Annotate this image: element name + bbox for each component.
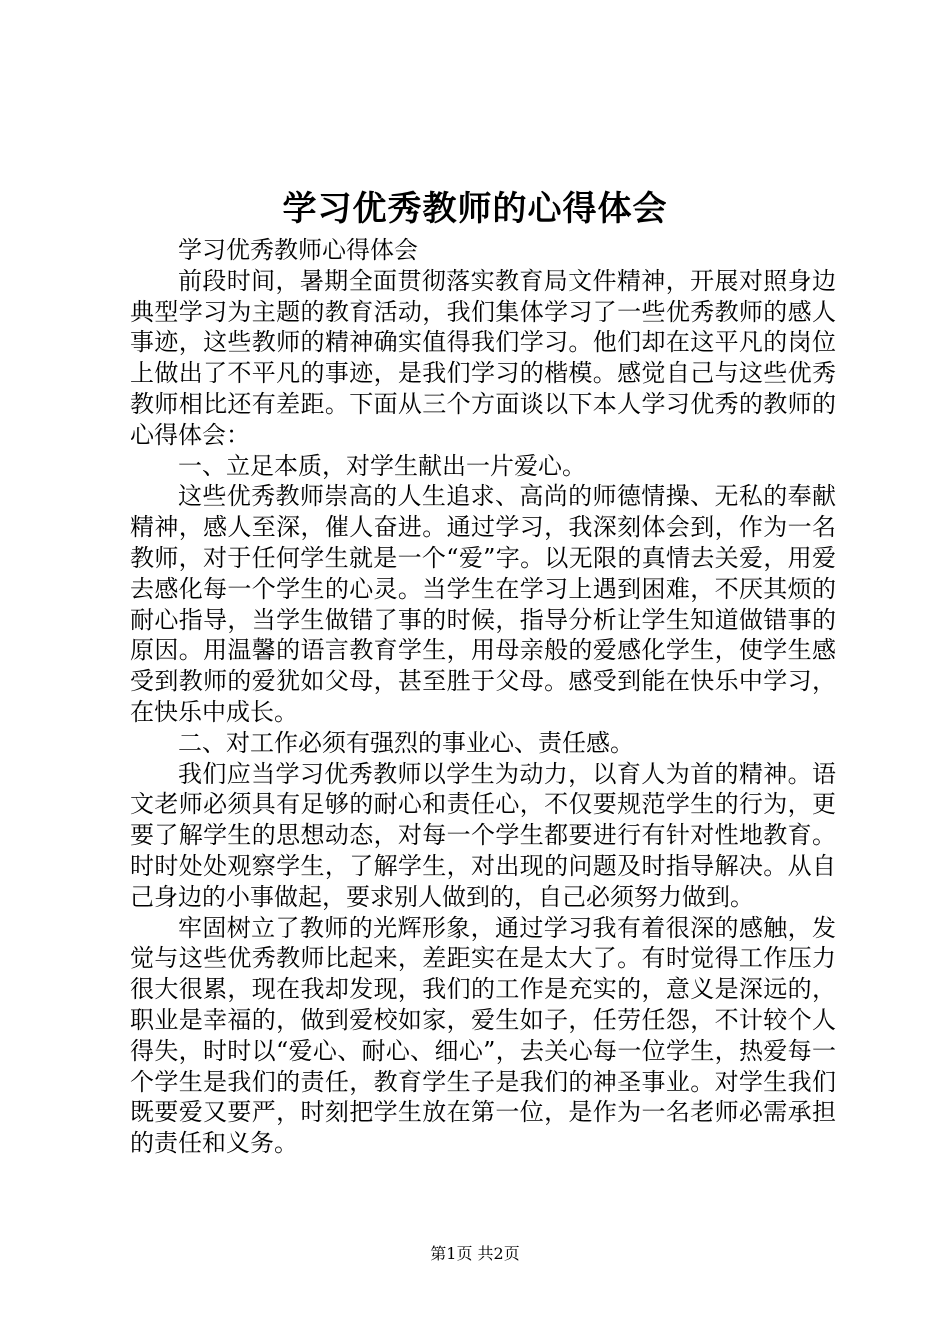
document-body <box>130 235 836 1159</box>
section-heading-2: 二、对工作必须有强烈的事业心、责任感。 <box>178 728 634 757</box>
page-footer: 第1页 共2页 <box>430 1244 520 1263</box>
body-paragraph: 我们应当学习优秀教师以学生为动力，以育人为首的精神。语文老师必须具有足够的耐心和责任心，不仅要规范学生的行为，更要了解学生的思想动态，对每一个学生都要进行有针对性地教育。时时处处观察学生，了解学生，对出现的问题及时指导解决。从自己身边的小事做起，要求别人做到的，自己必须努力做到。 <box>130 759 836 911</box>
document-title: 学习优秀教师的心得体会 <box>282 189 668 229</box>
subtitle-paragraph: 学习优秀教师心得体会 <box>178 236 418 264</box>
intro-paragraph: 前段时间，暑期全面贯彻落实教育局文件精神，开展对照身边典型学习为主题的教育活动，我们集体学习了一些优秀教师的感人事迹，这些教师的精神确实值得我们学习。他们却在这平凡的岗位上做出了不平凡的事迹，是我们学习的楷模。感觉自己与这些优秀教师相比还有差距。下面从三个方面谈以下本人学习优秀的教师的心得体会： <box>130 266 836 449</box>
section-heading-1: 一、立足本质，对学生献出一片爱心。 <box>178 451 586 480</box>
body-paragraph: 这些优秀教师崇高的人生追求、高尚的师德情操、无私的奉献精神，感人至深，催人奋进。通过学习，我深刻体会到，作为一名教师，对于任何学生就是一个“爱”字。以无限的真情去关爱，用爱去感化每一个学生的心灵。当学生在学习上遇到困难，不厌其烦的耐心指导，当学生做错了事的时候，指导分析让学生知道做错事的原因。用温馨的语言教育学生，用母亲般的爱感化学生，使学生感受到教师的爱犹如父母，甚至胜于父母。感受到能在快乐中学习，在快乐中成长。 <box>130 482 836 726</box>
body-paragraph: 牢固树立了教师的光辉形象，通过学习我有着很深的感触，发觉与这些优秀教师比起来，差距实在是太大了。有时觉得工作压力很大很累，现在我却发现，我们的工作是充实的，意义是深远的，职业是幸福的，做到爱校如家，爱生如子，任劳任怨，不计较个人得失，时时以“爱心、耐心、细心”，去关心每一位学生，热爱每一个学生是我们的责任，教育学生子是我们的神圣事业。对学生我们既要爱又要严，时刻把学生放在第一位，是作为一名老师必需承担的责任和义务。 <box>130 913 836 1158</box>
